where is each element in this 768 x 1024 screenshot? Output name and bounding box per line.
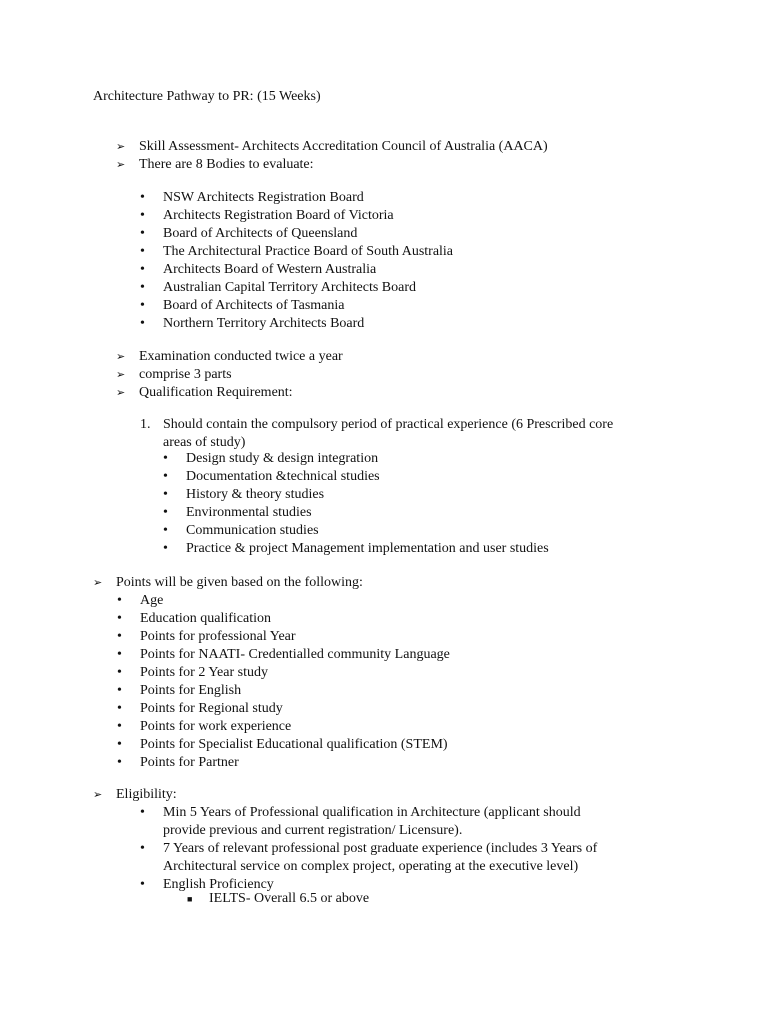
bullet-icon: • xyxy=(117,755,122,770)
list-item-text: History & theory studies xyxy=(186,487,325,502)
list-number: 1. xyxy=(140,417,151,432)
bullet-icon: • xyxy=(140,841,145,856)
points-heading-list xyxy=(93,574,363,592)
page-title: Architecture Pathway to PR: (15 Weeks) xyxy=(93,89,321,104)
bullet-icon: • xyxy=(117,647,122,662)
list-item-text: Communication studies xyxy=(186,523,319,538)
bullet-icon: • xyxy=(117,701,122,716)
list-item-text: Examination conducted twice a year xyxy=(139,349,343,364)
bullet-icon: • xyxy=(163,523,168,538)
eligibility-list xyxy=(140,804,598,894)
list-item xyxy=(117,664,450,682)
list-item xyxy=(117,592,450,610)
list-item xyxy=(117,646,450,664)
list-item-text-line1: Min 5 Years of Professional qualification in Architecture (applicant should xyxy=(163,805,581,820)
list-item-text: Architects Registration Board of Victoria xyxy=(163,208,394,223)
arrow-bullet-icon: ➢ xyxy=(93,577,103,589)
list-item-text: Education qualification xyxy=(140,611,272,626)
bullet-icon: • xyxy=(117,665,122,680)
bullet-icon: • xyxy=(117,629,122,644)
arrow-bullet-icon: ➢ xyxy=(116,351,126,363)
points-list xyxy=(117,592,450,772)
arrow-bullet-icon: ➢ xyxy=(116,369,126,381)
list-item xyxy=(140,261,453,279)
list-item-text: Northern Territory Architects Board xyxy=(163,316,365,331)
list-item xyxy=(116,156,548,174)
list-item xyxy=(140,189,453,207)
list-item-text: Environmental studies xyxy=(186,505,312,520)
bullet-icon: • xyxy=(140,805,145,820)
list-item-text: Points for Regional study xyxy=(140,701,283,716)
requirement-text-line1: Should contain the compulsory period of practical experience (6 Prescribed core xyxy=(163,417,614,432)
list-item xyxy=(187,890,370,908)
list-item xyxy=(117,700,450,718)
list-item-text: The Architectural Practice Board of South Australia xyxy=(163,244,454,259)
list-item-text: Practice & project Management implementation and user studies xyxy=(186,541,549,556)
list-item xyxy=(140,297,453,315)
square-bullet-icon: ■ xyxy=(187,894,193,904)
list-item-text-line1: 7 Years of relevant professional post graduate experience (includes 3 Years of xyxy=(163,841,598,856)
bullet-icon: • xyxy=(163,505,168,520)
list-item xyxy=(163,540,549,558)
list-item xyxy=(93,786,177,804)
bullet-icon: • xyxy=(163,487,168,502)
list-item xyxy=(116,384,343,402)
list-item-text-line1: English Proficiency xyxy=(163,877,274,892)
bullet-icon: • xyxy=(117,737,122,752)
list-item xyxy=(117,718,450,736)
list-item xyxy=(117,736,450,754)
eligibility-heading: Eligibility: xyxy=(116,787,177,802)
bullet-icon: • xyxy=(163,469,168,484)
list-item-text: Points for English xyxy=(140,683,242,698)
list-item xyxy=(140,279,453,297)
list-item-text: Points for work experience xyxy=(140,719,292,734)
list-item xyxy=(117,628,450,646)
list-item-text: Skill Assessment- Architects Accreditation Council of Australia (AACA) xyxy=(139,139,548,154)
arrow-bullet-icon: ➢ xyxy=(93,789,103,801)
bullet-icon: • xyxy=(163,541,168,556)
list-item xyxy=(140,315,453,333)
list-item xyxy=(163,450,549,468)
list-item-text: Points for Specialist Educational qualification (STEM) xyxy=(140,737,448,752)
list-item-text: Age xyxy=(140,593,164,608)
requirement-text-line2: areas of study) xyxy=(163,435,246,450)
bullet-icon: • xyxy=(163,451,168,466)
list-item-text: comprise 3 parts xyxy=(139,367,232,382)
list-item xyxy=(140,225,453,243)
bullet-icon: • xyxy=(140,208,145,223)
list-item-text: Points for NAATI- Credentialled community Language xyxy=(140,647,450,662)
list-item-text: Board of Architects of Queensland xyxy=(163,226,358,241)
list-item-text: Design study & design integration xyxy=(186,451,379,466)
bullet-icon: • xyxy=(117,611,122,626)
list-item-text: There are 8 Bodies to evaluate: xyxy=(139,157,314,172)
list-item xyxy=(117,682,450,700)
list-item xyxy=(163,486,549,504)
examination-list xyxy=(116,348,343,402)
list-item-text: NSW Architects Registration Board xyxy=(163,190,364,205)
list-item-text-line2: provide previous and current registration/ Licensure). xyxy=(163,823,463,838)
list-item xyxy=(117,754,450,772)
bullet-icon: • xyxy=(140,877,145,892)
list-item xyxy=(140,416,614,452)
list-item xyxy=(116,138,548,156)
list-item xyxy=(140,243,454,261)
list-item xyxy=(140,840,598,876)
list-item-text: Board of Architects of Tasmania xyxy=(163,298,345,313)
bullet-icon: • xyxy=(140,226,145,241)
bullet-icon: • xyxy=(117,593,122,608)
list-item-text: Points for professional Year xyxy=(140,629,296,644)
list-item-text: Australian Capital Territory Architects Board xyxy=(163,280,417,295)
list-item xyxy=(117,610,450,628)
bullet-icon: • xyxy=(140,262,145,277)
list-item-text: Points for Partner xyxy=(140,755,239,770)
bullet-icon: • xyxy=(140,316,145,331)
list-item-text: Documentation &technical studies xyxy=(186,469,380,484)
core-areas-list xyxy=(163,450,549,558)
list-item-text: Qualification Requirement: xyxy=(139,385,293,400)
list-item xyxy=(116,348,343,366)
requirement-list xyxy=(140,416,614,452)
list-item xyxy=(140,804,597,840)
list-item xyxy=(163,522,549,540)
bullet-icon: • xyxy=(140,190,145,205)
english-proficiency-list xyxy=(187,890,370,908)
eligibility-heading-list xyxy=(93,786,177,804)
list-item xyxy=(93,574,363,592)
skill-assessment-list xyxy=(116,138,548,174)
list-item-text: Points for 2 Year study xyxy=(140,665,268,680)
bullet-icon: • xyxy=(140,244,145,259)
list-item-text: IELTS- Overall 6.5 or above xyxy=(209,891,370,906)
bullet-icon: • xyxy=(117,683,122,698)
bullet-icon: • xyxy=(117,719,122,734)
arrow-bullet-icon: ➢ xyxy=(116,141,126,153)
arrow-bullet-icon: ➢ xyxy=(116,387,126,399)
list-item xyxy=(140,207,453,225)
list-item-text: Architects Board of Western Australia xyxy=(163,262,377,277)
list-item-text-line2: Architectural service on complex project, operating at the executive level) xyxy=(163,859,579,874)
bullet-icon: • xyxy=(140,298,145,313)
bodies-list xyxy=(140,189,454,333)
points-heading: Points will be given based on the following: xyxy=(116,575,363,590)
list-item xyxy=(163,504,549,522)
bullet-icon: • xyxy=(140,280,145,295)
list-item xyxy=(163,468,549,486)
arrow-bullet-icon: ➢ xyxy=(116,159,126,171)
list-item xyxy=(116,366,343,384)
